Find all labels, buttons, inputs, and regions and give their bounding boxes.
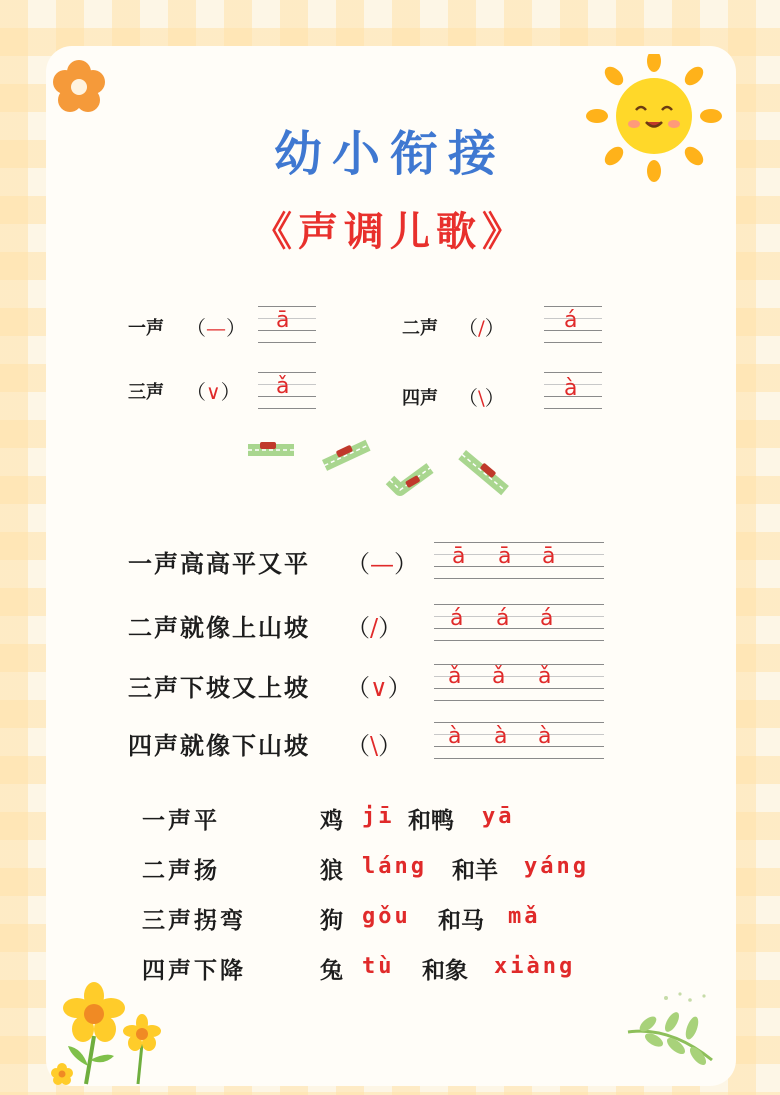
tone-name: 三声 bbox=[128, 382, 164, 403]
example-word: 和象 bbox=[422, 957, 468, 984]
yellow-flowers-icon bbox=[46, 976, 176, 1088]
rhyme-line: 四声就像下山坡 bbox=[128, 731, 310, 760]
example-label: 三声拐弯 bbox=[142, 907, 246, 934]
rhyme-paren: （—） bbox=[346, 550, 418, 578]
flower-icon bbox=[50, 56, 108, 118]
rhyme-letter: à bbox=[448, 724, 462, 749]
rhyme-line: 一声高高平又平 bbox=[128, 549, 310, 578]
example-word: 和羊 bbox=[452, 857, 498, 884]
tone-letter: á bbox=[564, 308, 578, 333]
dip-road-icon bbox=[390, 468, 430, 490]
rhyme-letter: à bbox=[538, 724, 552, 749]
example-word: 和鸭 bbox=[408, 807, 454, 834]
rhyme-letter: ǎ bbox=[538, 664, 552, 689]
rhyme-letter: ā bbox=[452, 544, 466, 569]
example-pinyin: gǒu bbox=[362, 904, 411, 929]
rhyme-paren: （\） bbox=[346, 732, 403, 760]
example-word: 鸡 bbox=[320, 807, 343, 834]
example-pinyin: yáng bbox=[524, 854, 589, 879]
rhyme-letter: á bbox=[450, 606, 464, 631]
tone-paren: （—） bbox=[186, 316, 246, 340]
example-pinyin: láng bbox=[362, 854, 427, 879]
tone-paren: （/） bbox=[458, 316, 505, 340]
example-pinyin: yā bbox=[482, 804, 515, 829]
rhyme-letter: ǎ bbox=[448, 664, 462, 689]
tone-name: 四声 bbox=[402, 388, 438, 409]
tone-name: 二声 bbox=[402, 318, 438, 339]
rhyme-line: 三声下坡又上坡 bbox=[128, 673, 310, 702]
example-label: 四声下降 bbox=[142, 957, 246, 984]
rhyme-line: 二声就像上山坡 bbox=[128, 613, 310, 642]
tone-letter: ǎ bbox=[276, 374, 290, 399]
example-word: 狼 bbox=[320, 857, 343, 884]
rhyme-letter: ā bbox=[498, 544, 512, 569]
rhyme-paren: （∨） bbox=[346, 674, 412, 702]
example-pinyin: jī bbox=[362, 804, 395, 829]
rhyme-paren: （/） bbox=[346, 614, 403, 642]
example-pinyin: tù bbox=[362, 954, 395, 979]
leaf-sprig-icon bbox=[620, 986, 720, 1070]
example-label: 一声平 bbox=[142, 807, 220, 834]
tone-letter: ā bbox=[276, 308, 290, 333]
example-word: 兔 bbox=[320, 957, 343, 984]
rhyme-letter: à bbox=[494, 724, 508, 749]
tone-paren: （\） bbox=[458, 386, 505, 410]
tone-road-illustration bbox=[240, 432, 530, 512]
rhyme-letter: á bbox=[540, 606, 554, 631]
tone-letter: à bbox=[564, 376, 578, 401]
flat-road-icon bbox=[248, 442, 294, 456]
page-title: 幼小衔接 bbox=[273, 126, 506, 182]
example-word: 和马 bbox=[438, 907, 484, 934]
falling-road-icon bbox=[458, 448, 510, 495]
example-label: 二声扬 bbox=[142, 857, 220, 884]
rhyme-letter: ā bbox=[542, 544, 556, 569]
rising-road-icon bbox=[321, 438, 370, 471]
rhyme-letter: ǎ bbox=[492, 664, 506, 689]
tone-name: 一声 bbox=[128, 318, 164, 339]
page-subtitle: 《声调儿歌》 bbox=[252, 209, 528, 255]
example-pinyin: mǎ bbox=[508, 904, 541, 929]
example-pinyin: xiàng bbox=[494, 954, 576, 979]
example-word: 狗 bbox=[320, 907, 343, 934]
rhyme-letter: á bbox=[496, 606, 510, 631]
tone-paren: （∨） bbox=[186, 380, 241, 404]
